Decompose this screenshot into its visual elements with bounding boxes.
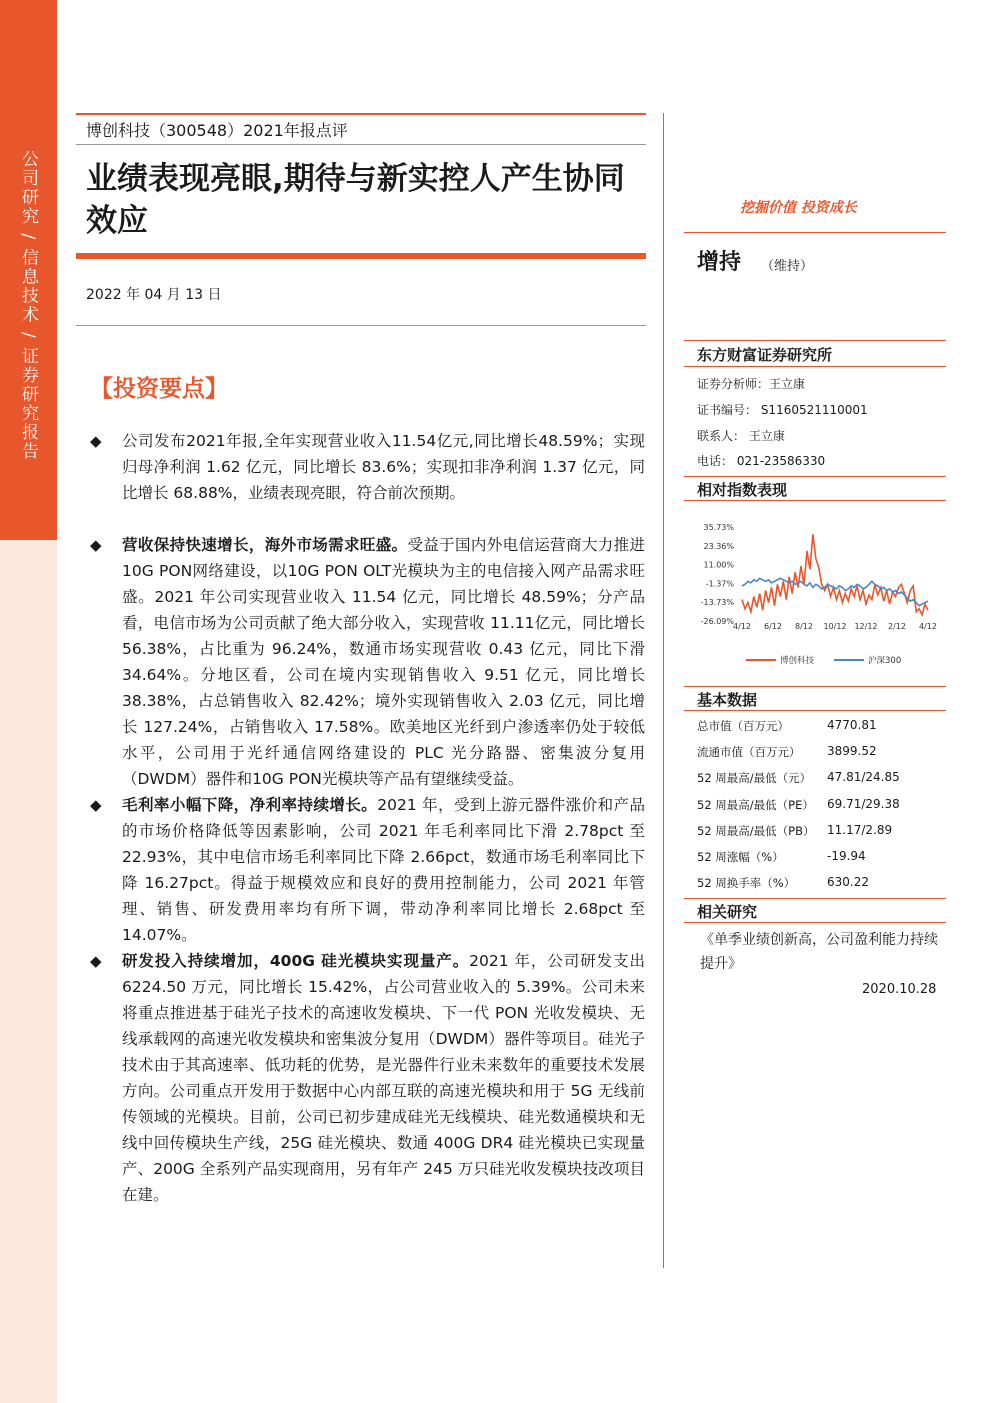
- x-tick-label: 8/12: [795, 622, 813, 631]
- bullet-bold: 营收保持快速增长，海外市场需求旺盛。: [122, 536, 408, 554]
- row-key: 52 周最高/最低（元）: [697, 771, 812, 786]
- x-tick-label: 2/12: [888, 622, 906, 631]
- top-divider: [76, 113, 646, 115]
- firm-name: 东方财富证券研究所: [697, 346, 833, 364]
- table-row: [697, 873, 937, 899]
- rating-note: （维持）: [761, 259, 814, 274]
- row-value: 630.22: [827, 875, 869, 890]
- perf-heading: 相对指数表现: [697, 481, 788, 499]
- header-rule: [76, 144, 646, 145]
- diamond-icon: ◆: [90, 952, 102, 970]
- bullet-item: [90, 948, 645, 1208]
- table-row: [697, 795, 937, 821]
- related-heading: 相关研究: [697, 903, 758, 921]
- title-bar: [76, 253, 646, 259]
- bullet-bold: 研发投入持续增加，400G 硅光模块实现量产。: [122, 952, 470, 970]
- bullet-text: 2021 年，受到上游元器件涨价和产品的市场价格降低等因素影响，公司 2021 年毛利率同比下滑 2.78pct 至 22.93%，其中电信市场毛利率同比下降 2.66pct，数通市场毛利率同比下降 16.27pct。得益于规模效应和良好的费用控制能力，公司 2021 年管理、销售、研发费用率均有所下调，带动净利率同比增长 2.68pct 至 14.07%。: [122, 796, 645, 944]
- row-value: 47.81/24.85: [827, 770, 900, 785]
- contact: 联系人： 王立康: [697, 429, 785, 443]
- sidebar-light: [0, 540, 57, 1403]
- column-divider: [663, 113, 664, 1268]
- row-value: -19.94: [827, 848, 866, 863]
- y-tick-label: 35.73%: [703, 523, 734, 532]
- phone: 电话： 021-23586330: [697, 454, 826, 468]
- related-report-date: 2020.10.28: [862, 982, 937, 997]
- page-title: 业绩表现亮眼,期待与新实控人产生协同效应: [86, 161, 625, 239]
- x-tick-label: 4/12: [733, 622, 751, 631]
- related-rule-bottom: [684, 922, 946, 923]
- report-date: 2022 年 04 月 13 日: [86, 287, 222, 303]
- row-value: 3899.52: [827, 744, 877, 759]
- basic-rule-bottom: [684, 710, 946, 711]
- cert-number: 证书编号： S1160521110001: [697, 403, 868, 417]
- related-report-link[interactable]: 《单季业绩创新高，公司盈利能力持续提升》: [700, 932, 938, 972]
- y-tick-label: -26.09%: [700, 617, 734, 626]
- x-tick-label: 6/12: [764, 622, 782, 631]
- table-row: [697, 768, 937, 794]
- firm-rule: [684, 340, 946, 341]
- table-row: [697, 847, 937, 873]
- slogan: 挖掘价值 投资成长: [740, 200, 857, 216]
- diamond-icon: ◆: [90, 536, 102, 554]
- rating-rule-top: [684, 232, 946, 233]
- date-rule: [76, 325, 646, 326]
- table-row: [697, 742, 937, 768]
- table-row: [697, 716, 937, 742]
- perf-rule-bottom: [684, 500, 946, 501]
- row-value: 11.17/2.89: [827, 822, 893, 837]
- row-key: 总市值（百万元）: [697, 719, 789, 733]
- row-key: 52 周最高/最低（PE）: [697, 797, 814, 812]
- analyst: 证券分析师：王立康: [697, 377, 806, 391]
- bullet-text: 公司发布2021年报,全年实现营业收入11.54亿元,同比增长48.59%；实现归母净利润 1.62 亿元，同比增长 83.6%；实现扣非净利润 1.37 亿元，同比增长 68.88%，业绩表现亮眼，符合前次预期。: [122, 432, 645, 502]
- x-tick-label: 10/12: [823, 622, 847, 631]
- row-value: 69.71/29.38: [827, 796, 900, 811]
- x-tick-label: 4/12: [919, 622, 937, 631]
- row-key: 52 周换手率（%）: [697, 876, 796, 891]
- y-tick-label: -13.73%: [700, 598, 734, 608]
- perf-rule: [684, 476, 946, 477]
- rating: 增持: [697, 250, 742, 275]
- x-tick-label: 12/12: [854, 622, 878, 631]
- basic-data-table: [697, 716, 937, 899]
- row-key: 52 周涨幅（%）: [697, 849, 784, 864]
- bullet-bold: 毛利率小幅下降，净利率持续增长。: [122, 796, 378, 814]
- bullet-text: 2021 年，公司研发支出 6224.50 万元，同比增长 15.42%，占公司营业收入的 5.39%。公司未来将重点推进基于硅光子技术的高速收发模块、下一代 PON 光收发模块、无线承载网的高速光收发模块和密集波分复用（DWDM）器件等项目。硅光子技术由于其高速率、低功耗的优势，是光器件行业未来数年的重要技术发展方向。公司重点开发用于数据中心内部互联的高速光模块和用于 5G 无线前传领域的光模块。目前，公司已初步建成硅光无线模块、硅光数通模块和无线中回传模块生产线，25G 硅光模块、数通 400G DR4 硅光模块已实现量产、200G 全系列产品实现商用，另有年产 245 万只硅光收发模块技改项目在建。: [122, 952, 645, 1204]
- row-key: 52 周最高/最低（PB）: [697, 823, 815, 838]
- row-key: 流通市值（百万元）: [697, 745, 801, 760]
- diamond-icon: ◆: [90, 796, 102, 814]
- y-tick-label: 11.00%: [703, 560, 734, 570]
- y-tick-label: -1.37%: [705, 579, 734, 589]
- series-line-0: [742, 534, 928, 615]
- section-heading: 【投资要点】: [90, 375, 228, 402]
- bullet-item: [90, 792, 645, 948]
- investment-points: [90, 428, 645, 1208]
- sidebar: [0, 0, 57, 1403]
- bullet-text: 受益于国内外电信运营商大力推进10G PON网络建设，以10G PON OLT光模块为主的电信接入网产品需求旺盛。2021 年公司实现营业收入 11.54 亿元，同比增长 48.59%；分产品看，电信市场为公司贡献了绝大部分收入，实现营收 11.11亿元，同比增长 56.38%，占比重为 96.24%，数通市场实现营收 0.43 亿元，同比下滑 34.64%。分地区看，公司在境内实现销售收入 9.51 亿元，同比增长 38.38%，占总销售收入 82.42%；境外实现销售收入 2.03 亿元，同比增长 127.24%，占销售收入 17.58%。欧美地区光纤到户渗透率仍处于较低水平，公司用于光纤通信网络建设的 PLC 光分路器、密集波分复用（DWDM）器件和10G PON光模块等产品有望继续受益。: [122, 536, 645, 788]
- row-value: 4770.81: [827, 718, 877, 732]
- firm-rule-bottom: [684, 366, 946, 367]
- bullet-item: [90, 532, 645, 792]
- related-rule: [684, 898, 946, 899]
- legend-label: 博创科技: [780, 656, 815, 666]
- basic-heading: 基本数据: [697, 691, 758, 709]
- diamond-icon: ◆: [90, 432, 102, 450]
- bullet-item: [90, 428, 645, 506]
- y-tick-label: 23.36%: [703, 541, 734, 551]
- basic-rule: [684, 686, 946, 687]
- relative-performance-chart: [700, 513, 940, 673]
- table-row: [697, 821, 937, 847]
- report-type: 博创科技（300548）2021年报点评: [86, 121, 348, 140]
- legend-label: 沪深300: [868, 656, 902, 666]
- sidebar-vertical-text: 公司研究 / 信息技术 / 证券研究报告: [18, 150, 38, 462]
